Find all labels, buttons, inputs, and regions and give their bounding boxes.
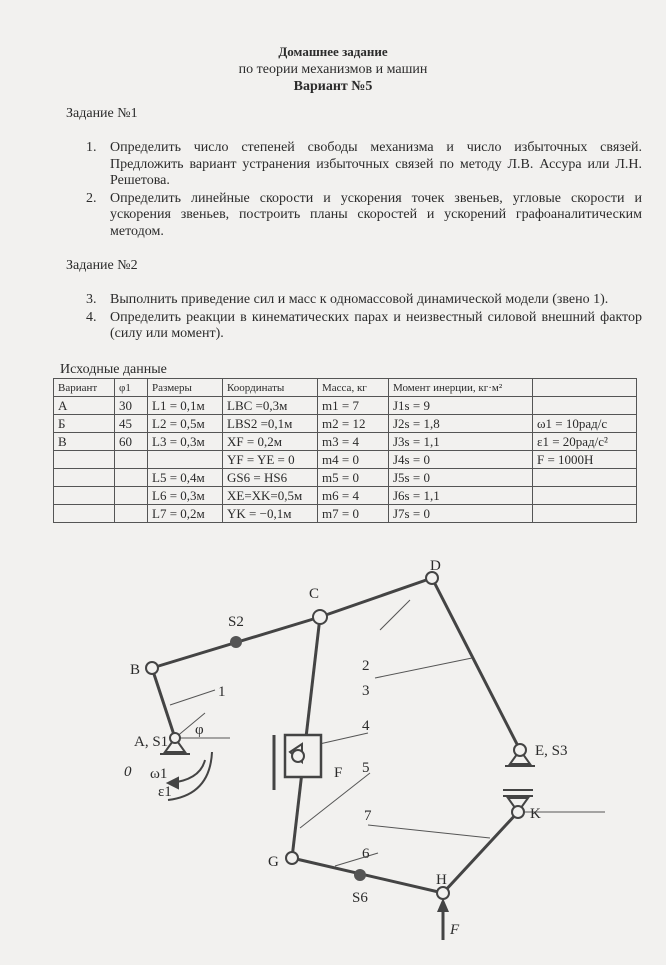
force-arrowhead [437,898,449,912]
table-row: Б 45 L2 = 0,5м LBS2 =0,1м m2 = 12 J2s = 1,8 ω1 = 10рад/с [54,415,637,433]
label-phi: φ [195,722,204,738]
link-6 [292,858,443,893]
mass-center-s6 [354,869,366,881]
label-epsilon: ε1 [158,784,172,800]
list-item: 1. Определить число степеней свободы механизма и число избыточных связей. Предложить вариант устранения избыточных связей по методу Л.В. Ассура или Л.Н. Решетова. [86,140,642,188]
link-7 [443,812,518,893]
table-row: L7 = 0,2м YK = −0,1м m7 = 0 J7s = 0 [54,505,637,523]
list-item: 4. Определить реакции в кинематических парах и неизвестный силовой внешний фактор (силу или момент). [86,309,642,341]
label-F-slider: F [334,765,343,781]
label-link-7: 7 [364,808,372,824]
label-K: K [530,806,541,822]
label-E: E, S3 [535,743,568,759]
source-data-table [53,378,637,523]
mass-center-s2 [230,636,242,648]
ground-supports [160,738,535,812]
table-row: А 30 L1 = 0,1м LBC =0,3м m1 = 7 J1s = 9 [54,397,637,415]
label-S2: S2 [228,614,244,630]
table-row: L5 = 0,4м GS6 = HS6 m5 = 0 J5s = 0 [54,469,637,487]
link-1 [152,668,175,738]
label-link-3: 3 [362,683,370,699]
label-H: H [436,872,447,888]
label-omega: ω1 [150,766,168,782]
label-link-2: 2 [362,658,370,674]
doc-subtitle: по теории механизмов и машин [238,62,428,77]
mechanism-diagram [0,540,666,960]
task2-heading: Задание №2 [66,258,138,273]
task1-heading: Задание №1 [66,106,138,121]
label-C: C [309,586,320,602]
doc-variant: Вариант №5 [293,79,373,94]
label-link-6: 6 [362,846,370,862]
list-item: 2. Определить линейные скорости и ускорения точек звеньев, угловые скорости и ускорения звеньев, построить планы скоростей и ускорений графоаналитическим методом. [86,190,642,239]
label-B: B [130,662,141,678]
omega-arrows [168,752,212,800]
table-row: YF = YE = 0 m4 = 0 J4s = 0 F = 1000Н [54,451,637,469]
label-link-1: 1 [218,684,226,700]
task2-list [86,292,642,344]
task1-list [86,140,642,241]
link-2-extension [320,578,432,617]
label-zero: 0 [124,764,132,780]
doc-title: Домашнее задание [278,44,388,59]
table-caption: Исходные данные [60,362,167,377]
table-row: В 60 L3 = 0,3м XF = 0,2м m3 = 4 J3s = 1,1 ε1 = 20рад/с² [54,433,637,451]
table-header-row: Вариант φ1 Размеры Координаты Масса, кг Момент инерции, кг·м² [54,379,637,397]
label-force: F [450,922,460,938]
label-A: A, S1 [134,734,169,750]
label-S6: S6 [352,890,368,906]
label-link-5: 5 [362,760,370,776]
slider-block [274,735,321,790]
label-link-4: 4 [362,718,370,734]
list-item: 3. Выполнить приведение сил и масс к одномассовой динамической модели (звено 1). [86,292,609,307]
table-row: L6 = 0,3м XE=XK=0,5м m6 = 4 J6s = 1,1 [54,487,637,505]
label-G: G [268,854,279,870]
label-D: D [430,558,441,574]
